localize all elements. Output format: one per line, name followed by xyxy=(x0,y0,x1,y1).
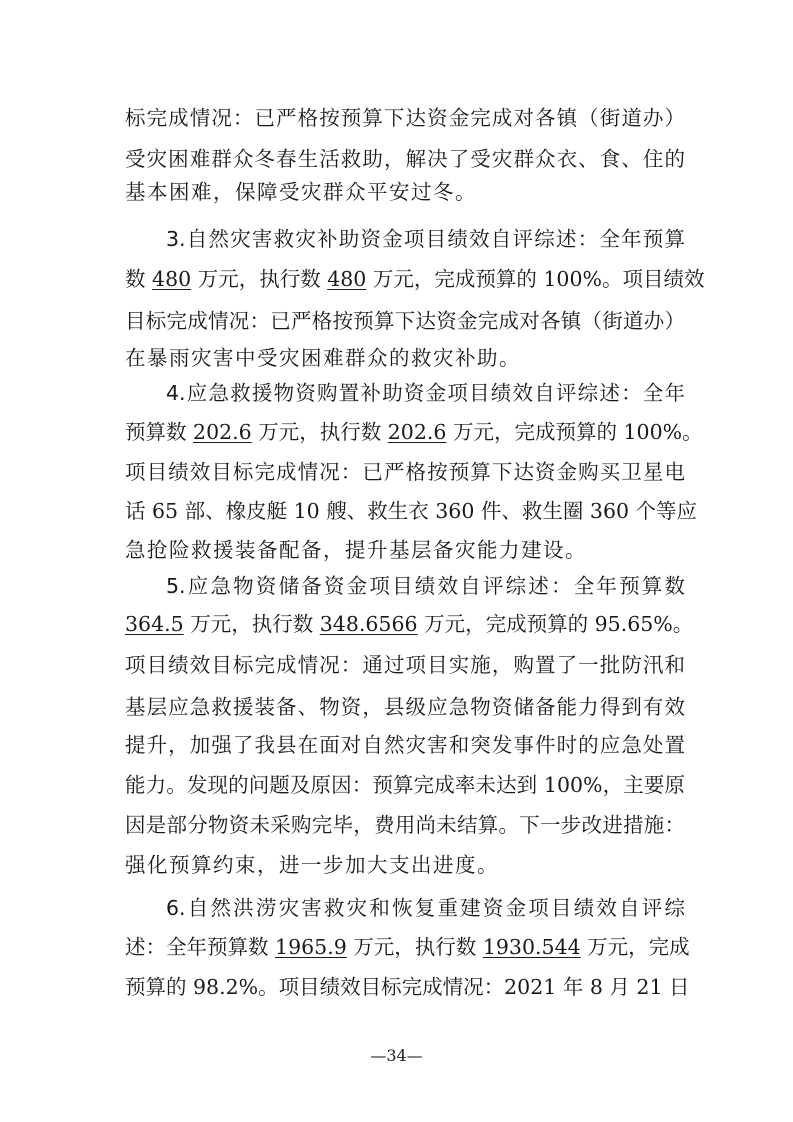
text-line xyxy=(125,306,685,336)
amount-value: 1965.9 xyxy=(275,935,347,959)
section-heading: 4.应急救援物资购置补助资金项目绩效自评综述： xyxy=(166,381,643,405)
text-segment: 预算数 xyxy=(125,420,194,444)
text-line xyxy=(166,224,685,254)
text-segment: 万元，执行数 xyxy=(183,612,320,636)
text-segment: 万元，完成预算的 100%。 xyxy=(446,420,703,444)
text-segment: 标完成情况：已严格按预算下达资金完成对各镇（街道办） xyxy=(125,106,685,130)
text-segment: 万元，完成预算的 100%。项目绩效 xyxy=(366,267,705,291)
amount-value: 364.5 xyxy=(125,612,184,636)
amount-value: 480 xyxy=(152,267,192,291)
text-line xyxy=(125,535,685,565)
text-segment: 全年预算数 xyxy=(166,935,276,959)
text-line xyxy=(125,770,685,800)
section-heading: 5.应急物资储备资金项目绩效自评综述： xyxy=(166,574,574,598)
text-segment: 万元，完成预算的 95.65%。 xyxy=(417,612,694,636)
text-line xyxy=(166,571,685,601)
text-line xyxy=(125,609,694,639)
section-heading: 3.自然灾害救灾补助资金项目绩效自评综述： xyxy=(166,227,600,251)
text-line xyxy=(125,692,685,722)
text-segment: 急抢险救援装备配备，提升基层备灾能力建设。 xyxy=(125,538,587,562)
text-segment: 话 65 部、橡皮艇 10 艘、救生衣 360 件、救生圈 360 个等应 xyxy=(125,499,698,523)
text-line xyxy=(125,972,690,1002)
text-segment: 受灾困难群众冬春生活救助，解决了受灾群众衣、食、住的 xyxy=(125,147,685,171)
text-segment: 目标完成情况：已严格按预算下达资金完成对各镇（街道办） xyxy=(125,309,685,333)
text-line xyxy=(166,893,685,923)
text-segment: 基层应急救援装备、物资，县级应急物资储备能力得到有效 xyxy=(125,695,685,719)
text-line xyxy=(125,850,685,880)
amount-value: 348.6566 xyxy=(319,612,418,636)
text-line xyxy=(125,932,690,962)
text-line xyxy=(125,144,685,174)
text-line xyxy=(125,810,685,840)
text-segment: 万元，执行数 xyxy=(191,267,328,291)
text-line xyxy=(125,650,685,680)
text-segment: 全年预算数 xyxy=(573,574,686,598)
text-segment: 全年预算 xyxy=(599,227,686,251)
section-heading: 述： xyxy=(125,935,166,959)
text-line xyxy=(125,730,685,760)
text-line xyxy=(125,177,685,207)
amount-value: 1930.544 xyxy=(482,935,581,959)
text-segment: 在暴雨灾害中受灾困难群众的救灾补助。 xyxy=(125,346,521,370)
text-line xyxy=(125,343,685,373)
text-line xyxy=(125,496,698,526)
text-line xyxy=(166,378,685,408)
amount-value: 202.6 xyxy=(387,420,447,444)
text-segment: 能力。发现的问题及原因：预算完成率未达到 100%，主要原 xyxy=(125,773,685,797)
text-segment: 提升，加强了我县在面对自然灾害和突发事件时的应急处置 xyxy=(125,733,685,757)
text-segment: 万元，执行数 xyxy=(346,935,483,959)
amount-value: 480 xyxy=(327,267,367,291)
text-segment: 基本困难，保障受灾群众平安过冬。 xyxy=(125,180,477,204)
section-heading: 6.自然洪涝灾害救灾和恢复重建资金项目绩效自评综 xyxy=(166,896,685,920)
text-line xyxy=(125,264,705,294)
page-number: —34— xyxy=(370,1046,423,1065)
text-segment: 万元，完成 xyxy=(580,935,690,959)
amount-value: 202.6 xyxy=(193,420,252,444)
text-segment: 因是部分物资未采购完毕，费用尚未结算。下一步改进措施： xyxy=(125,813,685,837)
text-segment: 万元，执行数 xyxy=(251,420,388,444)
text-line xyxy=(125,457,685,487)
text-segment: 数 xyxy=(125,267,153,291)
text-segment: 预算的 98.2%。项目绩效目标完成情况：2021 年 8 月 21 日 xyxy=(125,975,690,999)
text-segment: 全年 xyxy=(642,381,685,405)
text-segment: 强化预算约束，进一步加大支出进度。 xyxy=(125,853,499,877)
text-line xyxy=(125,103,685,133)
text-line xyxy=(125,417,703,447)
text-segment: 项目绩效目标完成情况：已严格按预算下达资金购买卫星电 xyxy=(125,460,685,484)
text-segment: 项目绩效目标完成情况：通过项目实施，购置了一批防汛和 xyxy=(125,653,685,677)
